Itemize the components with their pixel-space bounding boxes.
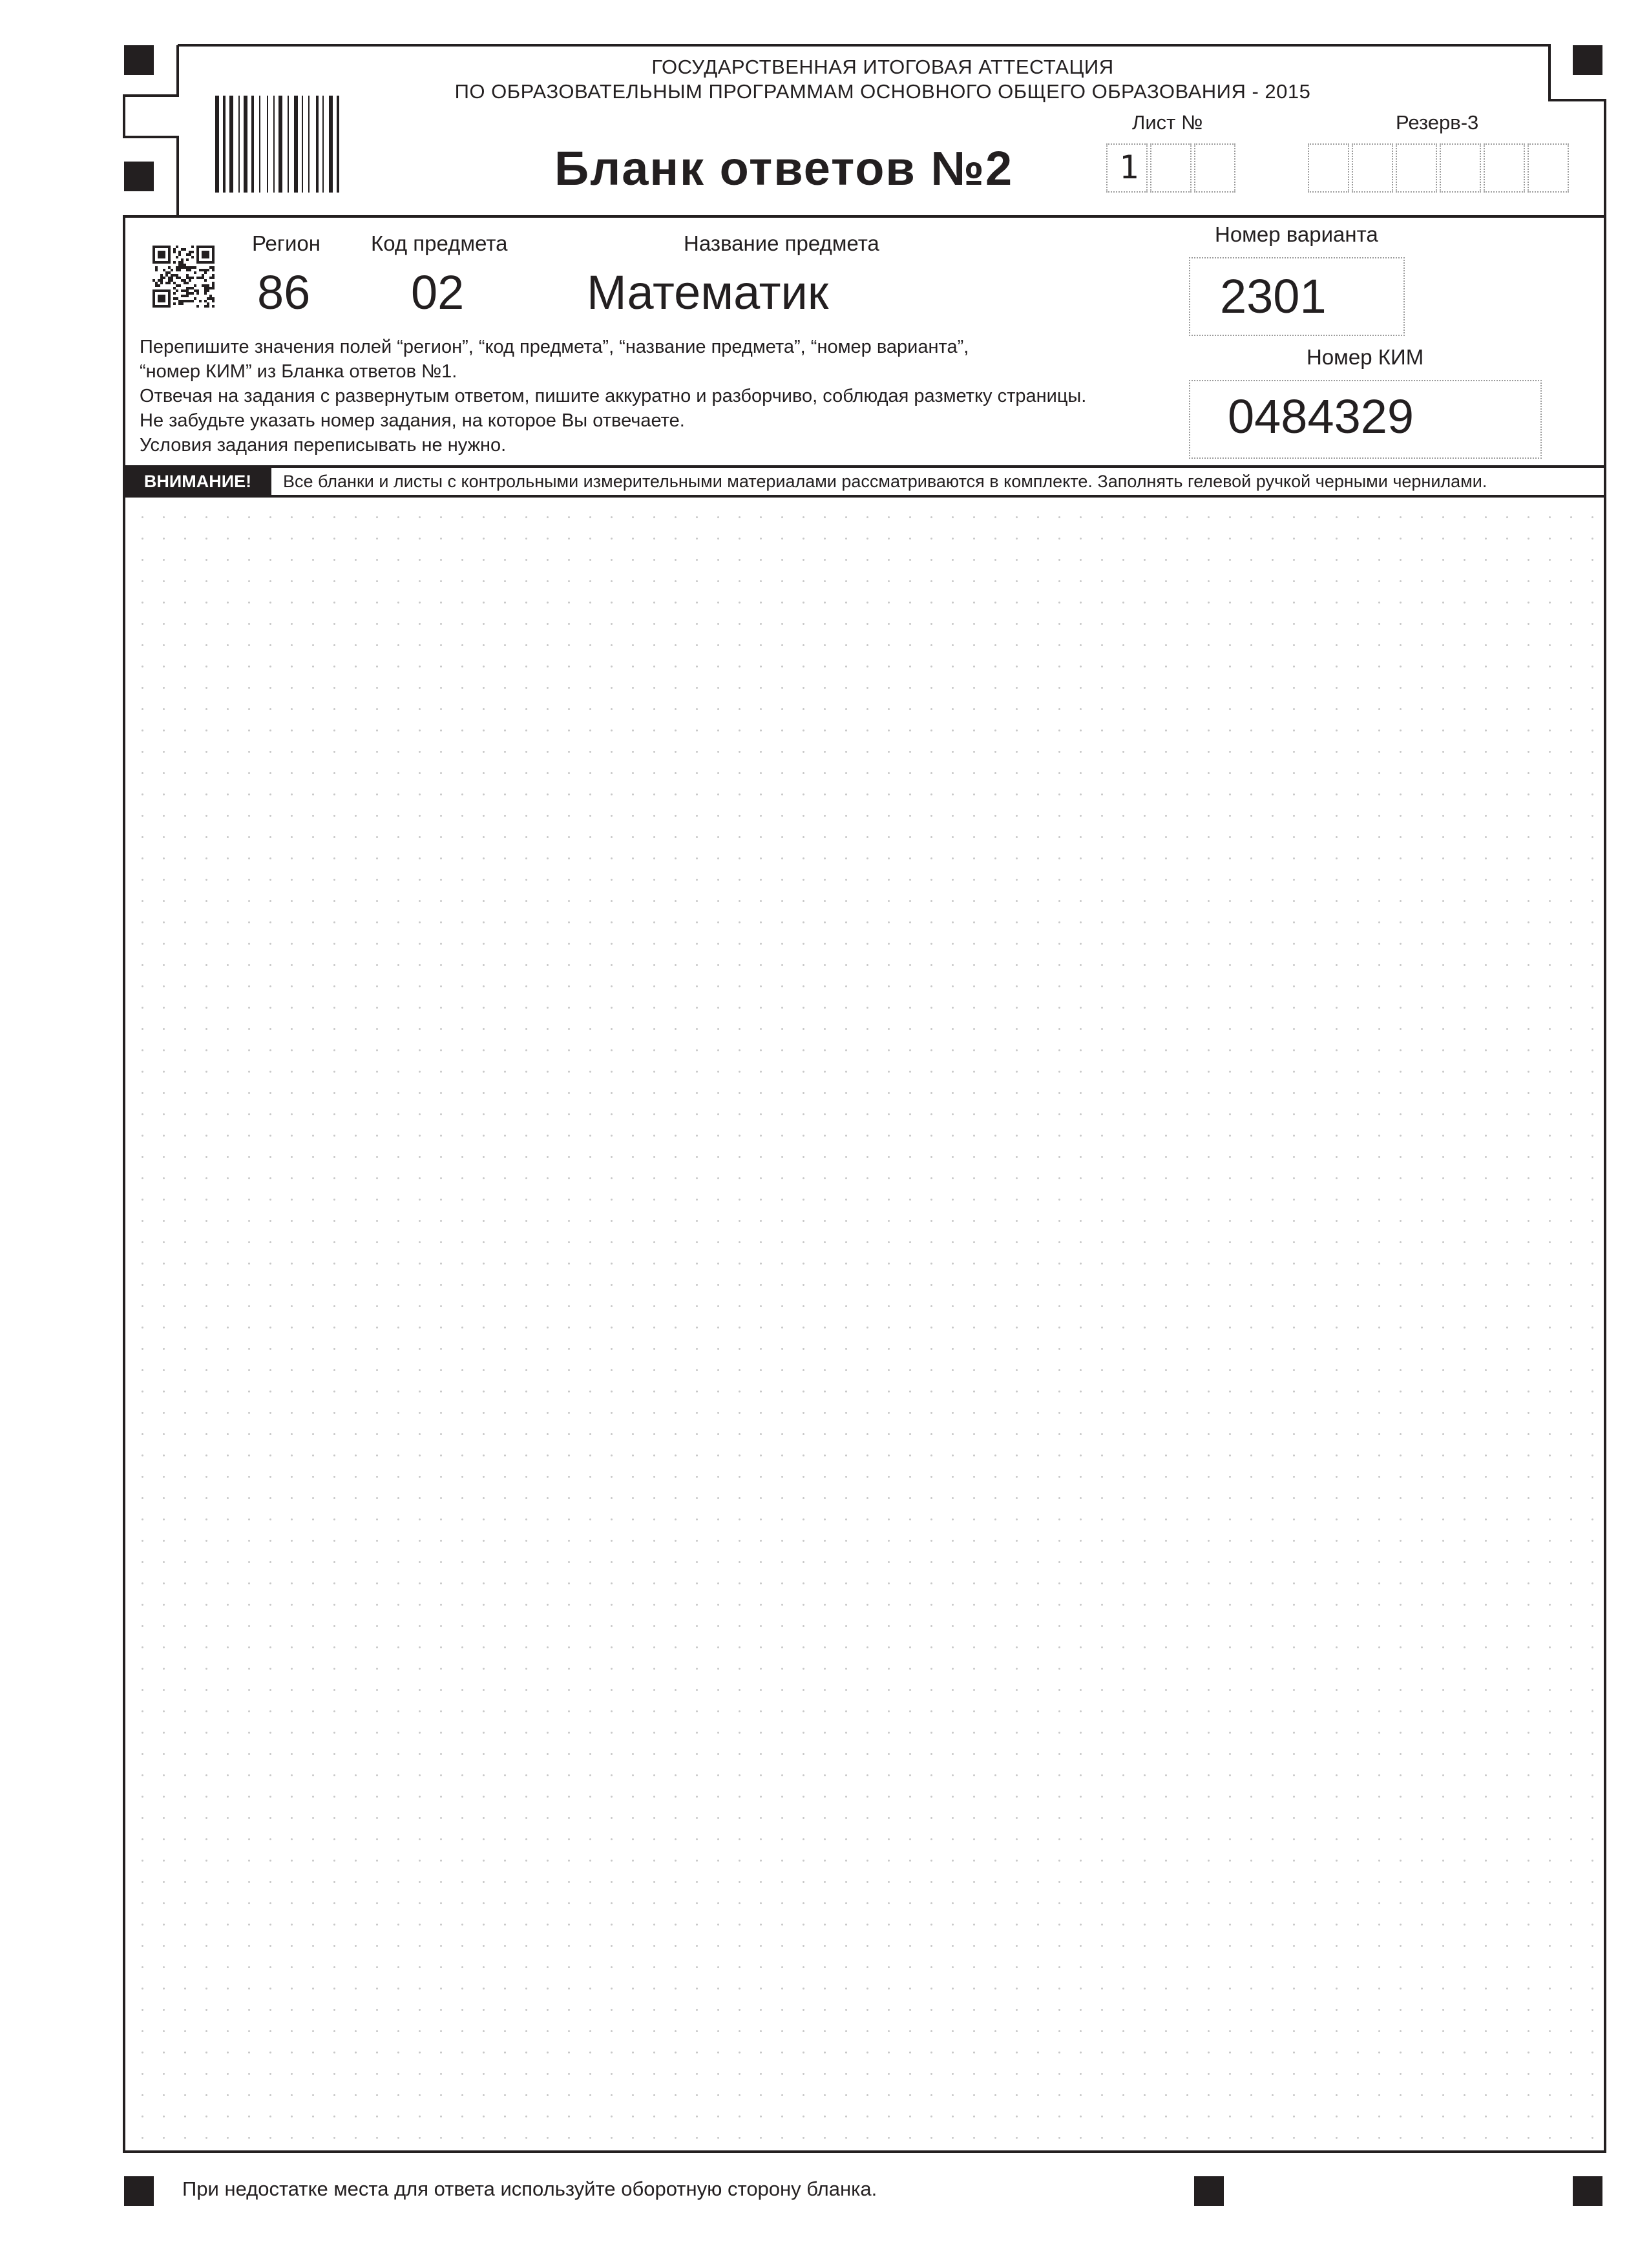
kim-number-value: 0484329 bbox=[1228, 390, 1414, 443]
header-line-1: ГОСУДАРСТВЕННАЯ ИТОГОВАЯ АТТЕСТАЦИЯ bbox=[651, 56, 1114, 78]
variant-number-value: 2301 bbox=[1220, 269, 1327, 323]
subject-name-value[interactable]: Математик bbox=[587, 266, 829, 319]
attention-text: Все бланки и листы с контрольными измерительными материалами рассматриваются в комплекте. Заполнять гелевой ручкой черными чернилами. bbox=[283, 472, 1487, 491]
sheet-number-cell-1[interactable] bbox=[1106, 143, 1148, 193]
sheet-number-label: Лист № bbox=[1132, 111, 1203, 134]
reserve-cell-2[interactable] bbox=[1352, 143, 1393, 193]
sheet-number-value: 1 bbox=[1119, 149, 1139, 186]
attention-tag: ВНИМАНИЕ! bbox=[124, 468, 271, 495]
instruction-line-4: Не забудьте указать номер задания, на которое Вы отвечаете. bbox=[140, 410, 685, 431]
subject-name-label: Название предмета bbox=[684, 231, 879, 255]
variant-number-box[interactable] bbox=[1189, 257, 1405, 336]
header-line-2: ПО ОБРАЗОВАТЕЛЬНЫМ ПРОГРАММАМ ОСНОВНОГО ОБЩЕГО ОБРАЗОВАНИЯ - 2015 bbox=[454, 80, 1311, 103]
region-value[interactable]: 86 bbox=[257, 266, 311, 319]
sheet-number-cells bbox=[1106, 143, 1238, 193]
instruction-line-1: Перепишите значения полей “регион”, “код предмета”, “название предмета”, “номер варианта”, bbox=[140, 337, 969, 357]
attention-bar bbox=[124, 465, 1604, 498]
reserve-cell-5[interactable] bbox=[1484, 143, 1525, 193]
instruction-line-3: Отвечая на задания с развернутым ответом, пишите аккуратно и разборчиво, соблюдая разметку страницы. bbox=[140, 386, 1087, 406]
answer-area[interactable] bbox=[125, 500, 1602, 2148]
form-title: Бланк ответов №2 bbox=[554, 142, 1014, 195]
instruction-line-5: Условия задания переписывать не нужно. bbox=[140, 435, 507, 456]
region-label: Регион bbox=[252, 231, 320, 255]
instruction-line-2: “номер КИМ” из Бланка ответов №1. bbox=[140, 361, 457, 382]
kim-number-box[interactable] bbox=[1189, 380, 1542, 459]
qr-code bbox=[152, 246, 215, 308]
reserve-cell-6[interactable] bbox=[1528, 143, 1569, 193]
barcode bbox=[215, 96, 390, 193]
reserve-cell-4[interactable] bbox=[1440, 143, 1481, 193]
subject-code-label: Код предмета bbox=[371, 231, 508, 255]
reserve-label: Резерв-3 bbox=[1396, 111, 1479, 134]
reserve-cell-3[interactable] bbox=[1396, 143, 1437, 193]
variant-number-label: Номер варианта bbox=[1215, 222, 1378, 246]
sheet-number-cell-2[interactable] bbox=[1150, 143, 1192, 193]
kim-number-label: Номер КИМ bbox=[1307, 345, 1424, 369]
subject-code-value[interactable]: 02 bbox=[411, 266, 465, 319]
instructions bbox=[140, 335, 1199, 457]
footer-note: При недостатке места для ответа используйте оборотную сторону бланка. bbox=[182, 2178, 877, 2200]
sheet-number-cell-3[interactable] bbox=[1194, 143, 1235, 193]
reserve-cells bbox=[1308, 143, 1571, 193]
reserve-cell-1[interactable] bbox=[1308, 143, 1349, 193]
